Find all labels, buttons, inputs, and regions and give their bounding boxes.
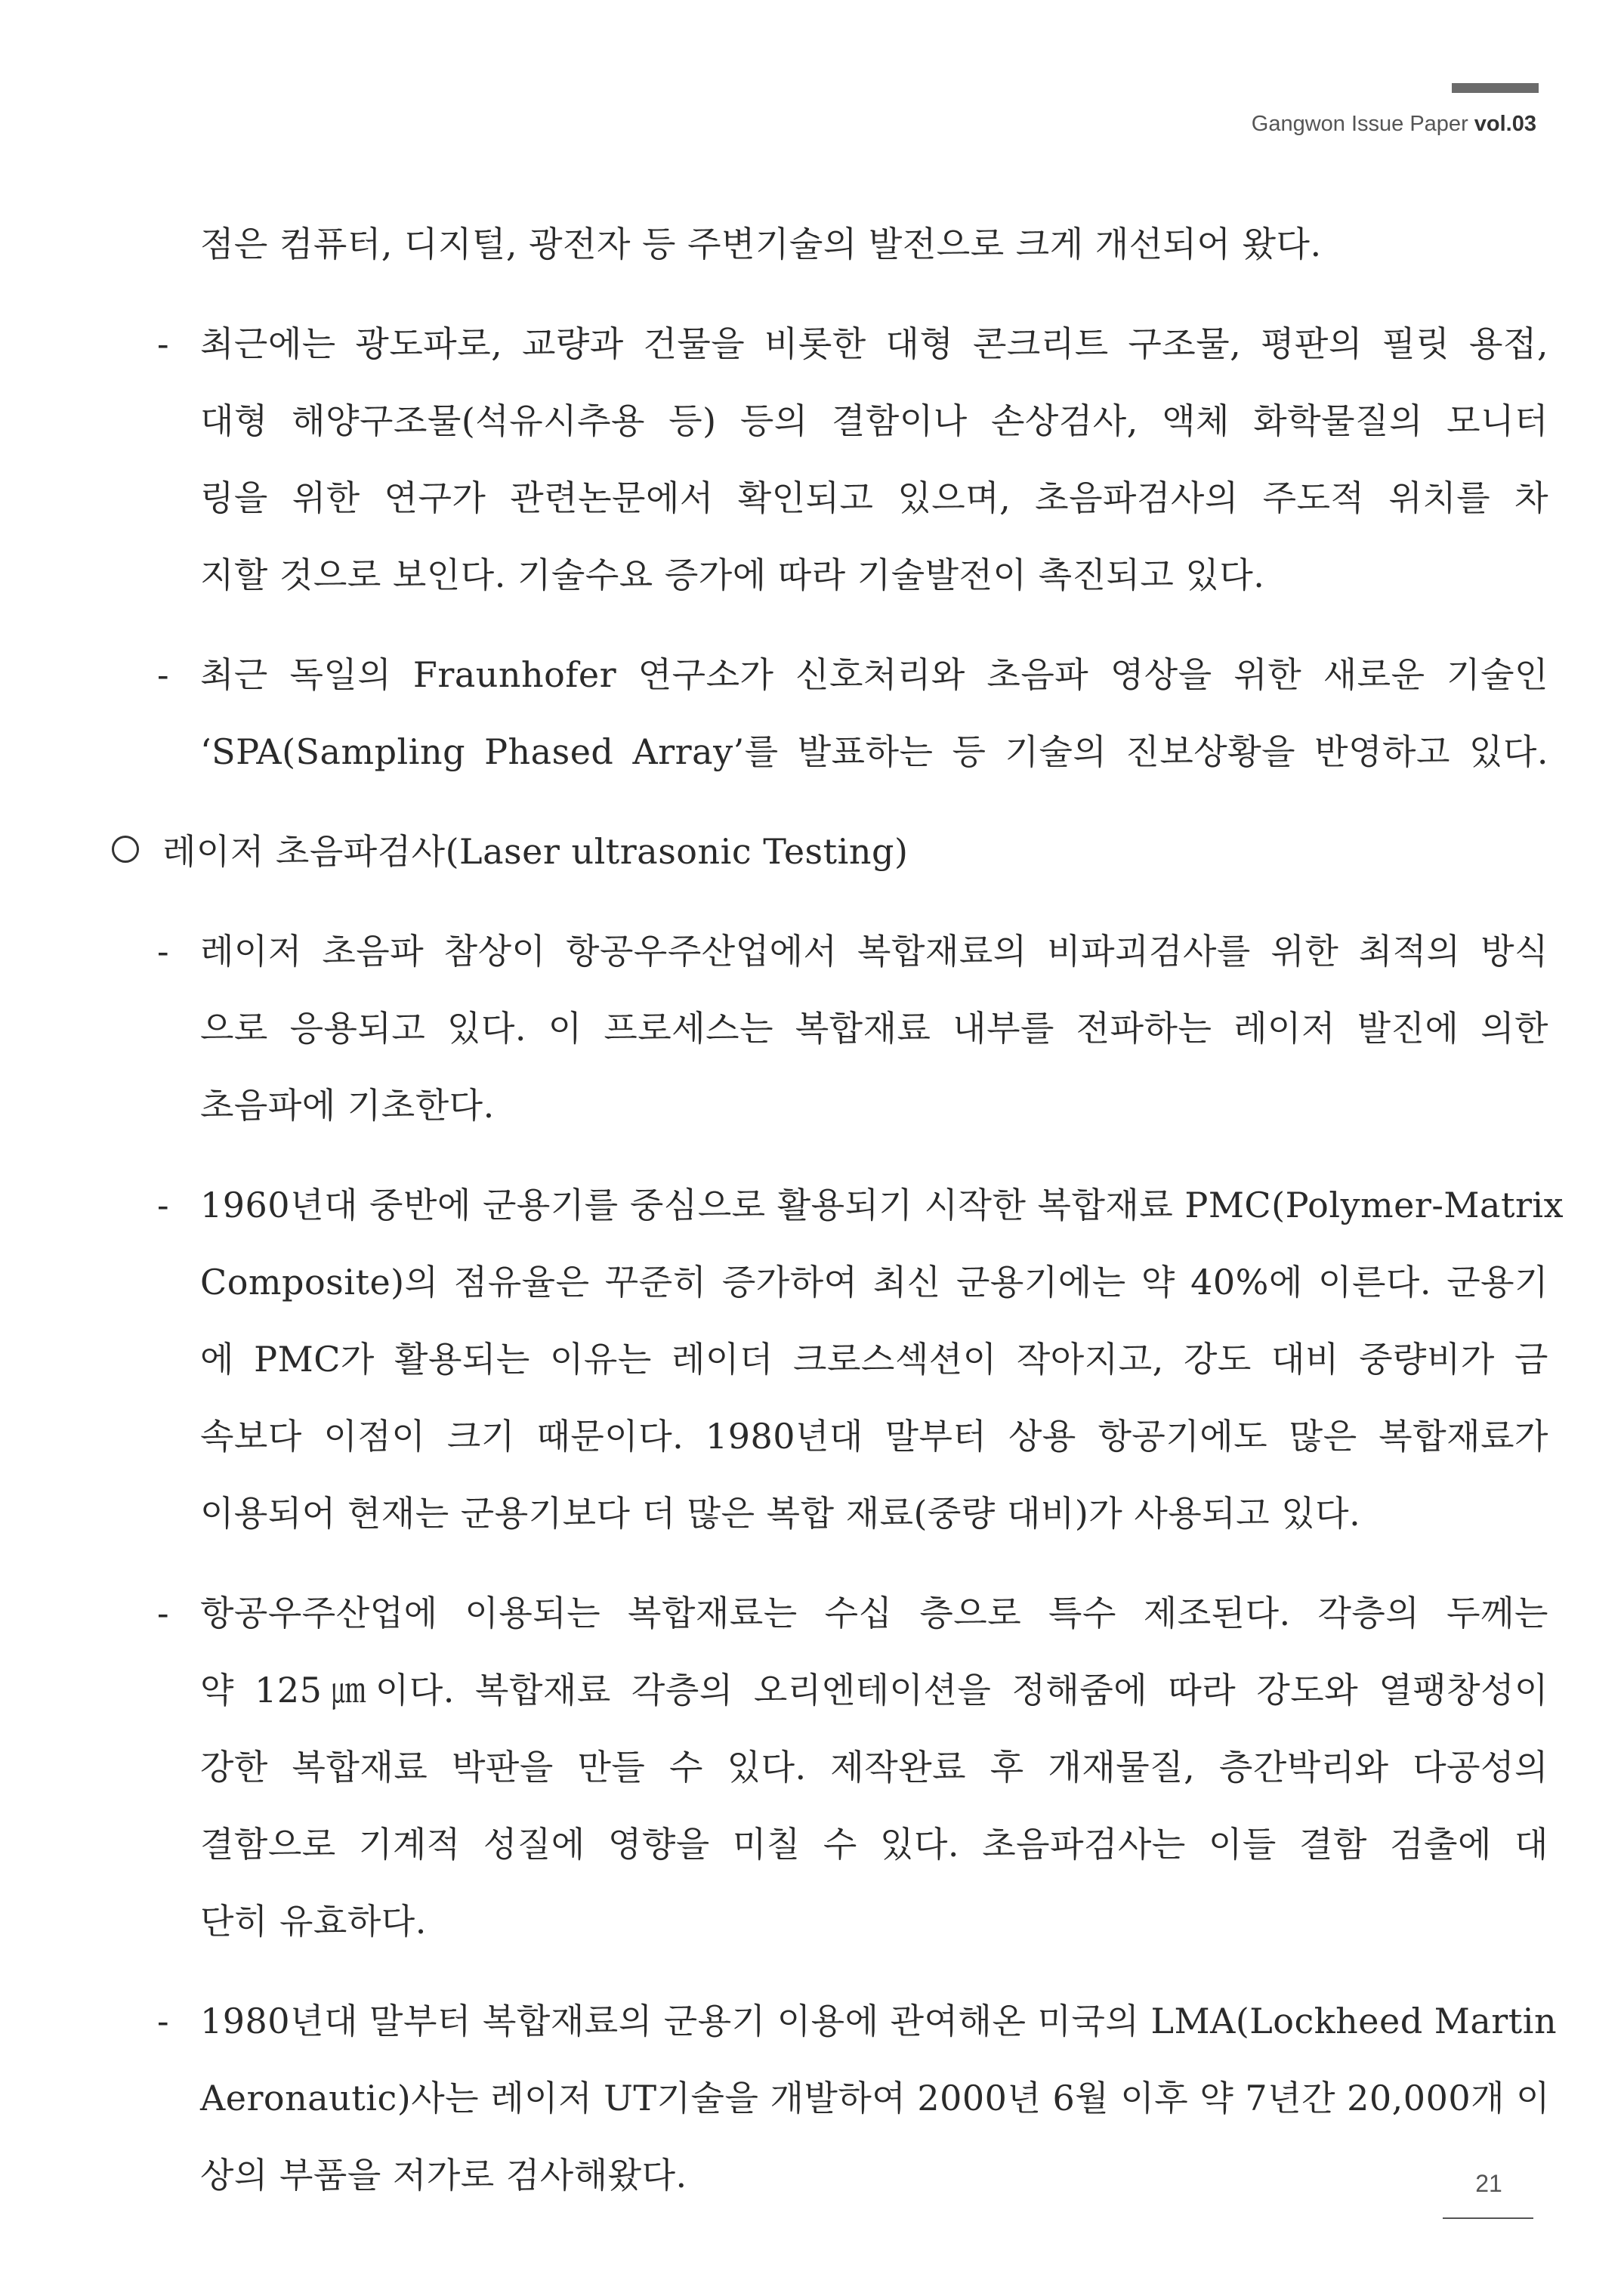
dash-marker: - [157, 323, 170, 364]
text-line: ‘SPA(Sampling Phased Array’를 발표하는 등 기술의 진보상황을 반영하고 있다. [200, 731, 1548, 772]
text-line: 최근 독일의 Fraunhofer 연구소가 신호처리와 초음파 영상을 위한 새로운 기술인 [200, 654, 1548, 695]
header-series: Gangwon Issue Paper [1251, 112, 1474, 136]
heading-text: 레이저 초음파검사(Laser ultrasonic Testing) [162, 831, 909, 872]
dash-marker: - [157, 931, 170, 972]
dash-marker: - [157, 2001, 170, 2041]
text-line: 강한 복합재료 박판을 만들 수 있다. 제작완료 후 개재물질, 층간박리와 다공성의 [200, 1747, 1548, 1788]
text-line: 으로 응용되고 있다. 이 프로세스는 복합재료 내부를 전파하는 레이저 발진에 의한 [200, 1008, 1548, 1049]
text-line: 최근에는 광도파로, 교량과 건물을 비롯한 대형 콘크리트 구조물, 평판의 필릿 용접, [200, 323, 1548, 364]
dash-marker: - [157, 1593, 170, 1633]
text-line: 결함으로 기계적 성질에 영향을 미칠 수 있다. 초음파검사는 이들 결함 검출에 대 [200, 1824, 1548, 1865]
text-line: 에 PMC가 활용되는 이유는 레이더 크로스섹션이 작아지고, 강도 대비 중량비가 금 [200, 1339, 1548, 1380]
running-header [1252, 112, 1536, 137]
dash-marker: - [157, 1185, 170, 1225]
text-line: 단히 유효하다. [200, 1901, 427, 1942]
text-line: 속보다 이점이 크기 때문이다. 1980년대 말부터 상용 항공기에도 많은 복합재료가 [200, 1416, 1548, 1457]
text-line: 지할 것으로 보인다. 기술수요 증가에 따라 기술발전이 촉진되고 있다. [200, 555, 1265, 595]
text-line: 1980년대 말부터 복합재료의 군용기 이용에 관여해온 미국의 LMA(Lockheed Martin [200, 2001, 1558, 2041]
page-content [98, 206, 1564, 2236]
section-heading [98, 813, 1548, 890]
page-number: 21 [1475, 2170, 1502, 2197]
bullet-item [98, 913, 1548, 1144]
bullet-item [98, 636, 1548, 790]
bullet-item [98, 1982, 1558, 2214]
bullet-item [98, 1575, 1548, 1960]
text-line: 점은 컴퓨터, 디지털, 광전자 등 주변기술의 발전으로 크게 개선되어 왔다. [200, 224, 1322, 264]
text-line: 이용되어 현재는 군용기보다 더 많은 복합 재료(중량 대비)가 사용되고 있다. [200, 1493, 1361, 1534]
bullet-item [98, 305, 1548, 613]
text-line: Composite)의 점유율은 꾸준히 증가하여 최신 군용기에는 약 40%에 이른다. 군용기 [200, 1262, 1548, 1303]
header-volume: vol.03 [1474, 112, 1536, 136]
text-line: Aeronautic)사는 레이저 UT기술을 개발하여 2000년 6월 이후 약 7년간 20,000개 이 [200, 2078, 1551, 2118]
text-line: 항공우주산업에 이용되는 복합재료는 수십 층으로 특수 제조된다. 각층의 두께는 [200, 1593, 1548, 1633]
bullet-item [98, 1167, 1564, 1552]
text-line: 링을 위한 연구가 관련논문에서 확인되고 있으며, 초음파검사의 주도적 위치를 차 [200, 477, 1548, 518]
dash-marker: - [157, 654, 170, 695]
text-line: 약 125㎛이다. 복합재료 각층의 오리엔테이션을 정해줌에 따라 강도와 열팽창성이 [200, 1670, 1548, 1710]
page-number-rule [1443, 2217, 1533, 2219]
text-line: 초음파에 기초한다. [200, 1085, 495, 1126]
text-line: 대형 해양구조물(석유시추용 등) 등의 결함이나 손상검사, 액체 화학물질의 모니터 [200, 400, 1548, 441]
paragraph-continuation [98, 206, 1548, 283]
text-line: 상의 부품을 저가로 검사해왔다. [200, 2155, 687, 2196]
text-line: 레이저 초음파 참상이 항공우주산업에서 복합재료의 비파괴검사를 위한 최적의 방식 [200, 931, 1548, 972]
text-line: 1960년대 중반에 군용기를 중심으로 활용되기 시작한 복합재료 PMC(Polymer-Matrix [200, 1185, 1564, 1225]
circle-bullet-icon [112, 836, 139, 863]
header-bar [1452, 83, 1539, 93]
